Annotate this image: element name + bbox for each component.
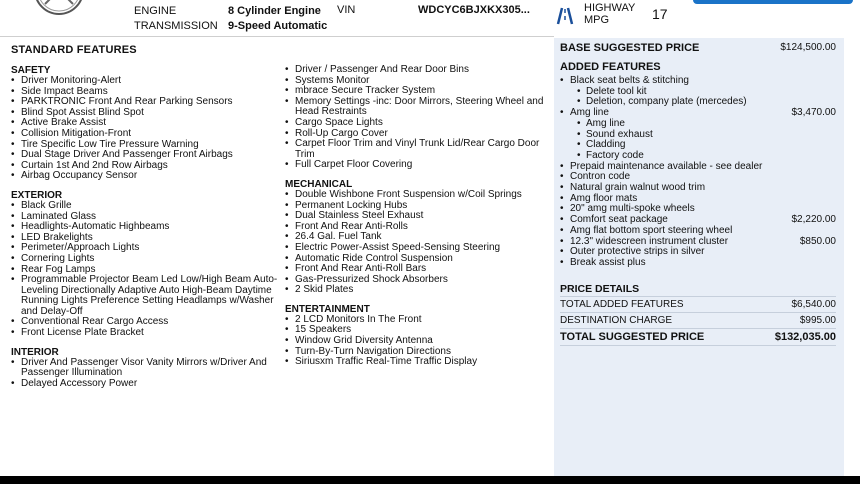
added-feature-price: $2,220.00 bbox=[791, 214, 836, 226]
section-mechanical bbox=[285, 179, 557, 296]
feature-item: • PARKTRONIC Front And Rear Parking Sensors bbox=[11, 97, 283, 108]
added-feature-label: Comfort seat package bbox=[570, 214, 668, 226]
added-feature-label: Amg flat bottom sport steering wheel bbox=[570, 224, 733, 236]
feature-item: • Perimeter/Approach Lights bbox=[11, 243, 283, 254]
total-price-value: $132,035.00 bbox=[774, 331, 836, 343]
feature-item: • Active Brake Assist bbox=[11, 118, 283, 129]
section-safety bbox=[11, 65, 283, 182]
feature-item: • Systems Monitor bbox=[285, 76, 557, 87]
feature-item: • 26.4 Gal. Fuel Tank bbox=[285, 232, 557, 243]
divider bbox=[560, 296, 836, 297]
features-column-2 bbox=[285, 65, 557, 376]
feature-item: • Cargo Space Lights bbox=[285, 118, 557, 129]
added-feature-subitem: • Factory code bbox=[560, 151, 836, 162]
section-title: SAFETY bbox=[11, 65, 51, 76]
vin-value: WDCYC6BJXKX305... bbox=[418, 4, 530, 16]
total-added-label: TOTAL ADDED FEATURES bbox=[560, 299, 684, 310]
feature-item: • Delayed Accessory Power bbox=[11, 379, 283, 390]
feature-item: • 2 Skid Plates bbox=[285, 285, 557, 296]
feature-item: • Turn-By-Turn Navigation Directions bbox=[285, 347, 557, 358]
feature-item: • Double Wishbone Front Suspension w/Coil Springs bbox=[285, 190, 557, 201]
spec-values bbox=[228, 4, 327, 33]
feature-item: • Window Grid Diversity Antenna bbox=[285, 336, 557, 347]
spec-value-engine: 8 Cylinder Engine bbox=[228, 5, 321, 17]
feature-item: • Cornering Lights bbox=[11, 254, 283, 265]
vehicle-specs-strip bbox=[0, 0, 860, 40]
feature-item: • Dual Stage Driver And Passenger Front Airbags bbox=[11, 150, 283, 161]
pricing-panel bbox=[554, 38, 844, 476]
feature-item: • Roll-Up Cargo Cover bbox=[285, 129, 557, 140]
feature-item: • Memory Settings -inc: Door Mirrors, Steering Wheel and Head Restraints bbox=[285, 97, 557, 118]
section-title: EXTERIOR bbox=[11, 189, 63, 201]
feature-item: • Black Grille bbox=[11, 201, 283, 212]
standard-features-panel bbox=[0, 40, 554, 476]
feature-item: • Automatic Ride Control Suspension bbox=[285, 254, 557, 265]
destination-row bbox=[560, 315, 836, 326]
added-feature-price: $3,470.00 bbox=[791, 107, 836, 119]
feature-item: • Carpet Floor Trim and Vinyl Trunk Lid/Rear Cargo Door Trim bbox=[285, 139, 557, 160]
total-price-row bbox=[560, 331, 836, 343]
total-price-label: TOTAL SUGGESTED PRICE bbox=[560, 331, 705, 343]
feature-item: • Tire Specific Low Tire Pressure Warning bbox=[11, 140, 283, 151]
feature-item: • Front And Rear Anti-Roll Bars bbox=[285, 264, 557, 275]
added-features-list bbox=[560, 76, 836, 269]
header-accent-tab[interactable] bbox=[693, 0, 853, 4]
added-feature-label: Contron code bbox=[570, 171, 631, 183]
spec-label-transmission: TRANSMISSION bbox=[134, 19, 218, 32]
base-price-label: BASE SUGGESTED PRICE bbox=[560, 42, 700, 54]
section-title: INTERIOR bbox=[11, 346, 59, 358]
feature-item: • Side Impact Beams bbox=[11, 87, 283, 98]
base-price-value: $124,500.00 bbox=[780, 42, 836, 53]
total-added-value: $6,540.00 bbox=[791, 299, 836, 310]
divider bbox=[560, 328, 836, 329]
divider bbox=[560, 312, 836, 313]
added-feature-label: Amg floor mats bbox=[570, 192, 638, 204]
feature-item: • Front License Plate Bracket bbox=[11, 328, 283, 339]
total-added-row bbox=[560, 299, 836, 310]
feature-item: • Blind Spot Assist Blind Spot bbox=[11, 108, 283, 119]
added-feature-label: Amg line bbox=[570, 107, 609, 119]
added-feature-label: Break assist plus bbox=[570, 256, 646, 268]
highway-road-icon bbox=[555, 6, 575, 26]
added-feature-price: $850.00 bbox=[799, 235, 836, 247]
features-column-1 bbox=[11, 65, 283, 397]
spec-labels bbox=[134, 4, 218, 33]
mercedes-star-logo-icon bbox=[32, 0, 86, 18]
feature-item: • Airbag Occupancy Sensor bbox=[11, 171, 283, 182]
added-feature-subitem: • Amg line bbox=[560, 119, 836, 130]
feature-item: • Front And Rear Anti-Rolls bbox=[285, 222, 557, 233]
added-feature-label: 20" amg multi-spoke wheels bbox=[570, 203, 695, 215]
feature-item: • Driver And Passenger Visor Vanity Mirrors w/Driver And Passenger Illumination bbox=[11, 358, 283, 379]
added-feature-subitem: • Sound exhaust bbox=[560, 130, 836, 141]
feature-item: • Programmable Projector Beam Led Low/High Beam Auto-Leveling Directionally Adaptive Auto High-Beam Daytime Running Lights Preference Setting Headlamps w/Washer and Delay-Off bbox=[11, 275, 283, 317]
feature-item: • Permanent Locking Hubs bbox=[285, 201, 557, 212]
feature-item: • mbrace Secure Tracker System bbox=[285, 86, 557, 97]
added-feature-item bbox=[560, 258, 836, 269]
feature-item: • Electric Power-Assist Speed-Sensing Steering bbox=[285, 243, 557, 254]
base-price-row bbox=[560, 42, 836, 54]
feature-item: • 2 LCD Monitors In The Front bbox=[285, 315, 557, 326]
added-feature-label: Prepaid maintenance available - see dealer bbox=[570, 160, 763, 172]
added-feature-label: 12.3" widescreen instrument cluster bbox=[570, 235, 729, 247]
section-exterior bbox=[11, 190, 283, 339]
section-interior-continued bbox=[285, 65, 557, 171]
added-feature-subitem: • Cladding bbox=[560, 140, 836, 151]
destination-value: $995.00 bbox=[799, 315, 836, 326]
feature-item: • Laminated Glass bbox=[11, 212, 283, 223]
feature-item: • Full Carpet Floor Covering bbox=[285, 160, 557, 171]
feature-item: • LED Brakelights bbox=[11, 233, 283, 244]
price-details-title: PRICE DETAILS bbox=[560, 283, 640, 295]
highway-mpg-value: 17 bbox=[652, 6, 668, 22]
vin-label: VIN bbox=[337, 4, 356, 16]
section-title: MECHANICAL bbox=[285, 178, 353, 190]
feature-item: • Headlights-Automatic Highbeams bbox=[11, 222, 283, 233]
bottom-bar bbox=[0, 476, 860, 484]
section-entertainment bbox=[285, 304, 557, 368]
feature-item: • Conventional Rear Cargo Access bbox=[11, 317, 283, 328]
standard-features-title: STANDARD FEATURES bbox=[11, 44, 137, 56]
added-feature-label: Black seat belts & stitching bbox=[570, 75, 689, 86]
feature-item: • Driver / Passenger And Rear Door Bins bbox=[285, 65, 557, 76]
destination-label: DESTINATION CHARGE bbox=[560, 315, 673, 326]
feature-item: • Rear Fog Lamps bbox=[11, 265, 283, 276]
feature-item: • Curtain 1st And 2nd Row Airbags bbox=[11, 161, 283, 172]
section-title: ENTERTAINMENT bbox=[285, 303, 370, 315]
feature-item: • Siriusxm Traffic Real-Time Traffic Display bbox=[285, 357, 557, 368]
added-features-title: ADDED FEATURES bbox=[560, 61, 661, 73]
highway-mpg-label: HIGHWAY MPG bbox=[584, 2, 636, 26]
divider bbox=[0, 36, 554, 37]
added-feature-subitem: • Delete tool kit bbox=[560, 87, 836, 98]
section-interior bbox=[11, 347, 283, 390]
added-feature-label: Outer protective strips in silver bbox=[570, 246, 705, 258]
feature-item: • Gas-Pressurized Shock Absorbers bbox=[285, 275, 557, 286]
spec-label-engine: ENGINE bbox=[134, 5, 177, 17]
added-feature-subitem: • Deletion, company plate (mercedes) bbox=[560, 97, 836, 108]
spec-value-transmission: 9-Speed Automatic bbox=[228, 19, 328, 32]
feature-item: • 15 Speakers bbox=[285, 325, 557, 336]
divider bbox=[560, 345, 836, 346]
added-feature-label: Natural grain walnut wood trim bbox=[570, 182, 706, 194]
feature-item: • Collision Mitigation-Front bbox=[11, 129, 283, 140]
feature-item: • Dual Stainless Steel Exhaust bbox=[285, 211, 557, 222]
feature-item: • Driver Monitoring-Alert bbox=[11, 76, 283, 87]
